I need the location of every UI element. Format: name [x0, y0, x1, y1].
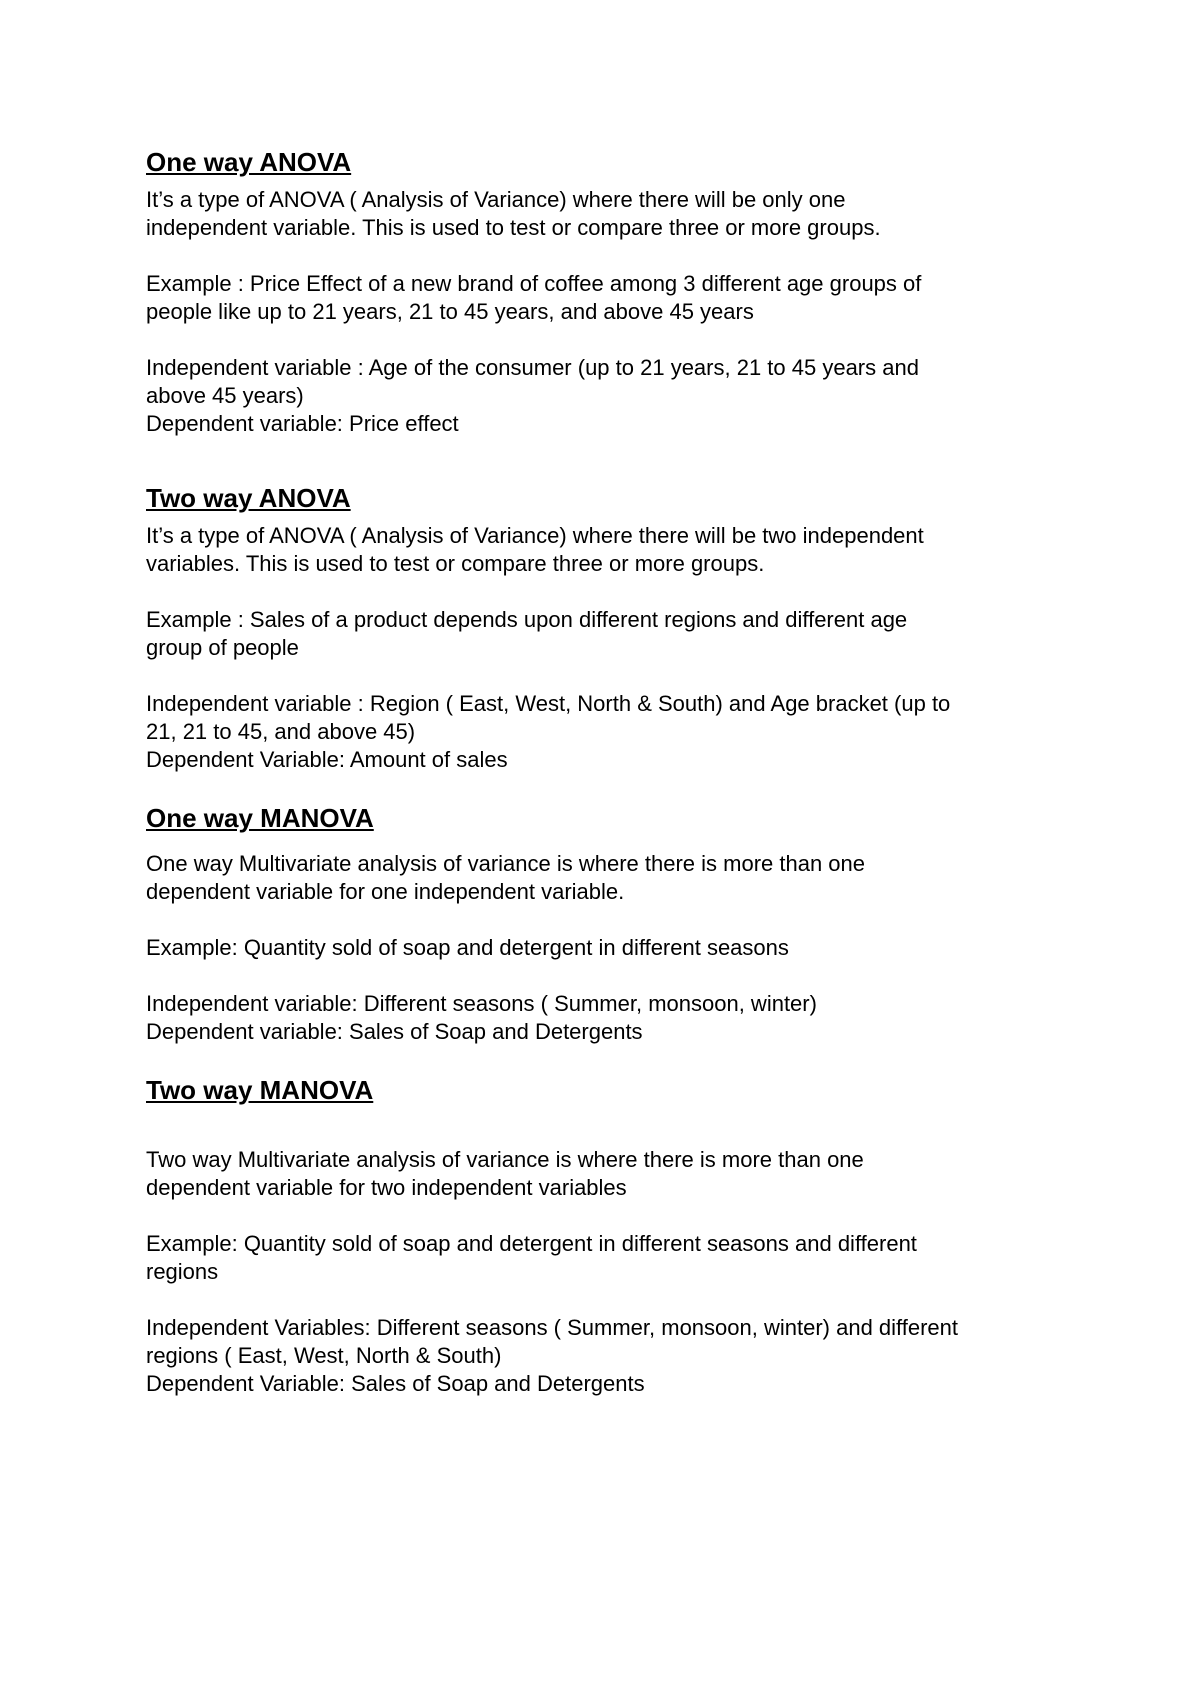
text-line: dependent variable for two independent variables	[146, 1175, 627, 1200]
text-line: Example: Quantity sold of soap and detergent in different seasons and different	[146, 1231, 917, 1256]
text-line: regions ( East, West, North & South)	[146, 1343, 502, 1368]
text-line: independent variable. This is used to test or compare three or more groups.	[146, 215, 881, 240]
section-heading: One way MANOVA	[146, 803, 374, 833]
text-line: It’s a type of ANOVA ( Analysis of Variance) where there will be only one	[146, 187, 846, 212]
text-line: Example : Price Effect of a new brand of coffee among 3 different age groups of	[146, 271, 922, 296]
example-paragraph	[146, 1230, 1066, 1286]
section-heading: Two way ANOVA	[146, 483, 351, 513]
section-one-way-manova	[146, 798, 1066, 1046]
definition-paragraph	[146, 186, 1066, 242]
text-line: people like up to 21 years, 21 to 45 years, and above 45 years	[146, 299, 754, 324]
text-line: dependent variable for one independent variable.	[146, 879, 625, 904]
example-paragraph	[146, 934, 1066, 962]
text-line: above 45 years)	[146, 383, 304, 408]
section-heading: Two way MANOVA	[146, 1075, 374, 1105]
section-two-way-manova	[146, 1070, 1066, 1398]
text-line: Dependent Variable: Sales of Soap and Detergents	[146, 1371, 645, 1396]
text-line: One way Multivariate analysis of variance is where there is more than one	[146, 851, 866, 876]
section-one-way-anova	[146, 142, 1066, 438]
text-line: Dependent variable: Price effect	[146, 411, 459, 436]
example-paragraph	[146, 606, 1066, 662]
text-line: 21, 21 to 45, and above 45)	[146, 719, 416, 744]
text-line: variables. This is used to test or compare three or more groups.	[146, 551, 765, 576]
text-line: Example : Sales of a product depends upon different regions and different age	[146, 607, 908, 632]
section-two-way-anova	[146, 478, 1066, 774]
definition-paragraph	[146, 850, 1066, 906]
variables-paragraph	[146, 690, 1066, 774]
text-line: Two way Multivariate analysis of variance is where there is more than one	[146, 1147, 864, 1172]
text-line: Independent variable : Age of the consumer (up to 21 years, 21 to 45 years and	[146, 355, 919, 380]
text-line: Independent variable: Different seasons ( Summer, monsoon, winter)	[146, 991, 817, 1016]
text-line: Dependent variable: Sales of Soap and Detergents	[146, 1019, 643, 1044]
definition-paragraph	[146, 522, 1066, 578]
text-line: Independent variable : Region ( East, West, North & South) and Age bracket (up to	[146, 691, 951, 716]
example-paragraph	[146, 270, 1066, 326]
text-line: It’s a type of ANOVA ( Analysis of Variance) where there will be two independent	[146, 523, 924, 548]
section-heading: One way ANOVA	[146, 147, 352, 177]
variables-paragraph	[146, 990, 1066, 1046]
variables-paragraph	[146, 354, 1066, 438]
variables-paragraph	[146, 1314, 1066, 1398]
document-body	[146, 142, 1066, 1398]
text-line: Example: Quantity sold of soap and detergent in different seasons	[146, 935, 789, 960]
text-line: Independent Variables: Different seasons ( Summer, monsoon, winter) and different	[146, 1315, 959, 1340]
text-line: group of people	[146, 635, 299, 660]
text-line: regions	[146, 1259, 219, 1284]
definition-paragraph	[146, 1146, 1066, 1202]
text-line: Dependent Variable: Amount of sales	[146, 747, 508, 772]
